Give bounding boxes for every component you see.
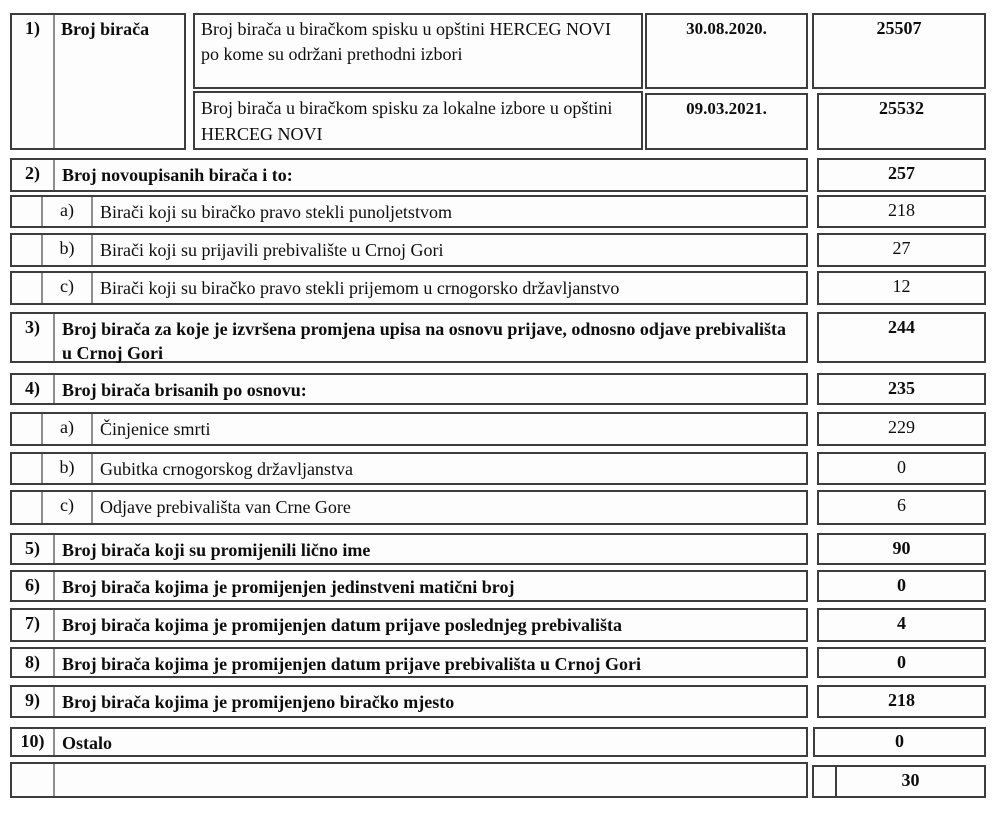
row3-label: Broj birača za koje je izvršena promjena upisa na osnovu prijave, odnosno odjave prebivališta u Crnoj Gori <box>62 319 787 363</box>
row2b-label: Birači koji su prijavili prebivalište u Crnoj Gori <box>100 240 444 260</box>
row8-number: 8) <box>12 649 55 676</box>
row1-number: 1) <box>12 15 55 148</box>
row4-number: 4) <box>12 375 55 403</box>
row2a-blank-cell <box>12 197 43 226</box>
row1-entry2-date-cell: 09.03.2021. <box>645 93 808 150</box>
row6-number: 6) <box>12 572 55 600</box>
row9-main <box>10 685 808 718</box>
row1-title: Broj birača <box>61 19 150 39</box>
row11-value-cell: 30 <box>835 765 986 798</box>
row4c-main <box>10 490 808 525</box>
row8-value-cell: 0 <box>817 647 986 678</box>
row1-entry1-description-cell <box>193 13 643 89</box>
row4-label: Broj birača brisanih po osnovu: <box>62 380 307 400</box>
row2b-blank-cell <box>12 235 43 265</box>
row2b-value-cell: 27 <box>817 233 986 267</box>
row10-label: Ostalo <box>62 733 113 753</box>
row4c-value-cell: 6 <box>817 490 986 525</box>
row5-main <box>10 533 808 565</box>
row8-main <box>10 647 808 678</box>
row4c-label: Odjave prebivališta van Crne Gore <box>100 497 351 517</box>
row10-value-cell: 0 <box>813 727 986 757</box>
row2c-main <box>10 271 808 305</box>
row6-value-cell: 0 <box>817 570 986 602</box>
row4c-letter: c) <box>43 492 93 523</box>
row11-main <box>10 762 808 798</box>
row7-label: Broj birača kojima je promijenjen datum prijave poslednjeg prebivališta <box>62 615 622 635</box>
row1-entry1-note: po kome su održani prethodni izbori <box>201 44 463 64</box>
row1-entry1-date-cell: 30.08.2020. <box>645 13 808 89</box>
row3-main <box>10 312 808 363</box>
row1-header-block <box>10 13 186 150</box>
row10-number: 10) <box>12 729 55 755</box>
row2-label: Broj novoupisanih birača i to: <box>62 165 293 185</box>
row10-main <box>10 727 808 757</box>
row2-number: 2) <box>12 160 55 190</box>
row9-value-cell: 218 <box>817 685 986 718</box>
row5-value-cell: 90 <box>817 533 986 565</box>
row4a-main <box>10 412 808 446</box>
row2a-letter: a) <box>43 197 93 226</box>
row4a-value-cell: 229 <box>817 412 986 446</box>
row4c-blank-cell <box>12 492 43 523</box>
row4-main <box>10 373 808 405</box>
row7-value-cell: 4 <box>817 608 986 642</box>
row4b-letter: b) <box>43 454 93 483</box>
row2a-main <box>10 195 808 228</box>
row2-value-cell: 257 <box>817 158 986 192</box>
row2b-main <box>10 233 808 267</box>
row1-entry2-value-cell: 25532 <box>817 93 986 150</box>
row4b-blank-cell <box>12 454 43 483</box>
row11-blank-text-cell <box>55 764 806 796</box>
row4b-main <box>10 452 808 485</box>
row4b-label: Gubitka crnogorskog državljanstva <box>100 459 353 479</box>
row4a-blank-cell <box>12 414 43 444</box>
row6-label: Broj birača kojima je promijenjen jedinstveni matični broj <box>62 577 515 597</box>
row2c-label: Birači koji su biračko pravo stekli prijemom u crnogorsko državljanstvo <box>100 278 620 298</box>
row1-entry1-text: Broj birača u biračkom spisku u opštini HERCEG NOVI <box>201 19 611 39</box>
row2b-letter: b) <box>43 235 93 265</box>
row2a-label: Birači koji su biračko pravo stekli punoljetstvom <box>100 202 452 222</box>
row6-main <box>10 570 808 602</box>
row2c-blank-cell <box>12 273 43 303</box>
row11-blank-number-cell <box>12 764 55 796</box>
row1-entry2-description-cell: Broj birača u biračkom spisku za lokalne izbore u opštini HERCEG NOVI <box>193 91 643 150</box>
row4b-value-cell: 0 <box>817 452 986 485</box>
row1-entry1-value-cell: 25507 <box>812 13 986 89</box>
row3-number: 3) <box>12 314 55 361</box>
row4a-letter: a) <box>43 414 93 444</box>
row5-number: 5) <box>12 535 55 563</box>
row3-value-cell: 244 <box>817 312 986 363</box>
row5-label: Broj birača koji su promijenili lično ime <box>62 540 371 560</box>
row4a-label: Činjenice smrti <box>100 419 211 439</box>
row2c-value-cell: 12 <box>817 271 986 305</box>
row7-number: 7) <box>12 610 55 640</box>
row9-number: 9) <box>12 687 55 716</box>
row2c-letter: c) <box>43 273 93 303</box>
row11-spacer-cell <box>812 765 837 798</box>
row2a-value-cell: 218 <box>817 195 986 228</box>
row7-main <box>10 608 808 642</box>
row4-value-cell: 235 <box>817 373 986 405</box>
row8-label: Broj birača kojima je promijenjen datum prijave prebivališta u Crnoj Gori <box>62 654 641 674</box>
row2-main <box>10 158 808 192</box>
row9-label: Broj birača kojima je promijenjeno biračko mjesto <box>62 692 455 712</box>
